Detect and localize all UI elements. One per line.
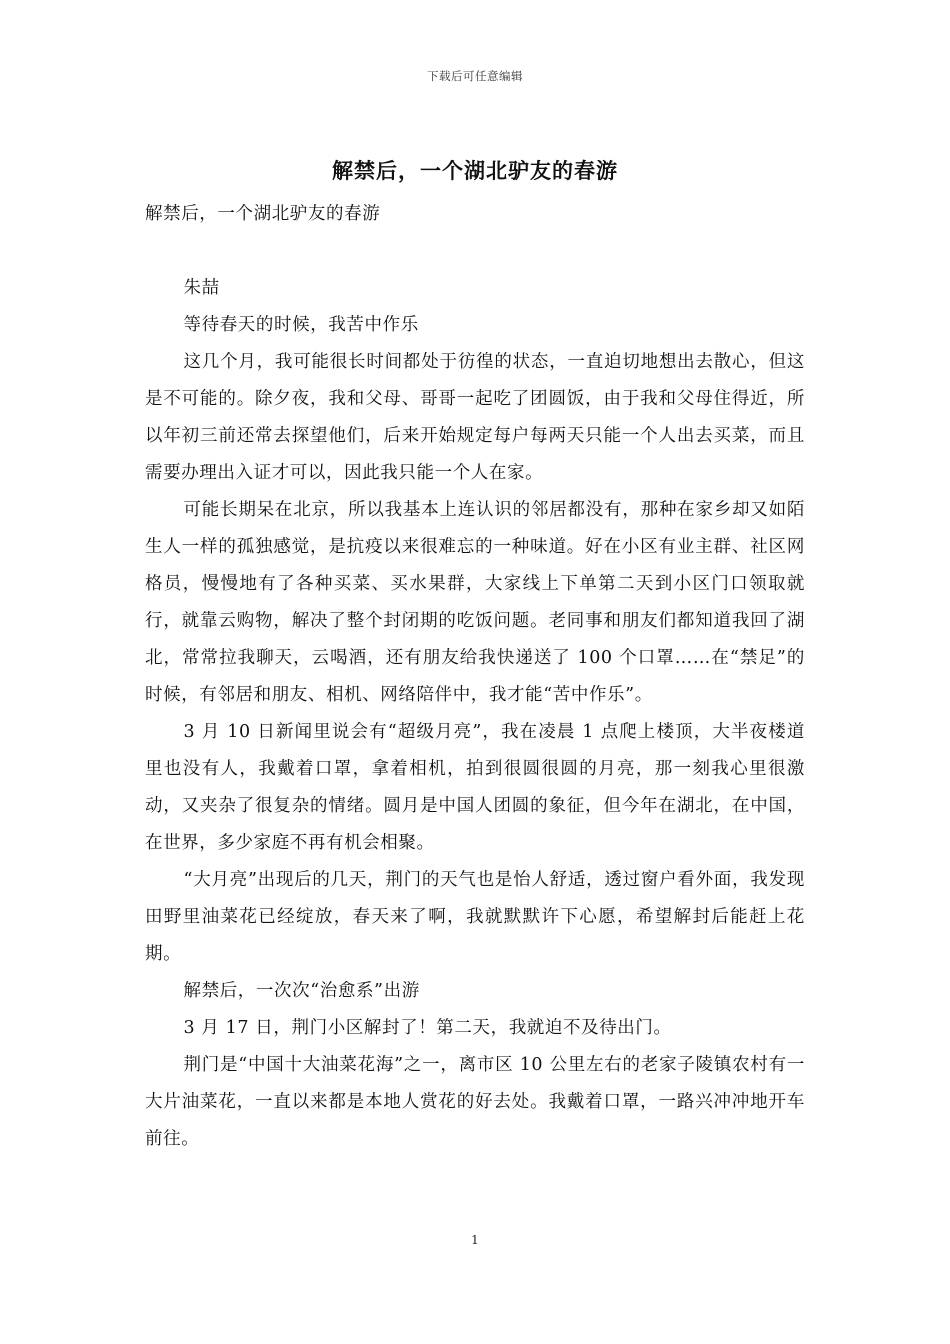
paragraph: 可能长期呆在北京，所以我基本上连认识的邻居都没有，那种在家乡却又如陌生人一样的孤独感觉，是抗疫以来很难忘的一种味道。好在小区有业主群、社区网格员，慢慢地有了各种买菜、买水果群，大家线上下单第二天到小区门口领取就行，就靠云购物，解决了整个封闭期的吃饭问题。老同事和朋友们都知道我回了湖北，常常拉我聊天，云喝酒，还有朋友给我快递送了 100 个口罩……在“禁足”的时候，有邻居和朋友、相机、网络陪伴中，我才能“苦中作乐”。	[145, 500, 805, 705]
section-heading-2: 解禁后，一次次“治愈系”出游	[183, 981, 420, 1001]
paragraph: 荆门是“中国十大油菜花海”之一，离市区 10 公里左右的老家子陵镇农村有一大片油菜花，一直以来都是本地人赏花的好去处。我戴着口罩，一路兴冲冲地开车前往。	[145, 1055, 805, 1149]
document-body	[145, 196, 805, 1158]
paragraph: “大月亮”出现后的几天，荆门的天气也是怡人舒适，透过窗户看外面，我发现田野里油菜花已经绽放，春天来了啊，我就默默许下心愿，希望解封后能赶上花期。	[145, 870, 805, 964]
page-number: 1	[471, 1233, 479, 1247]
author-name: 朱喆	[183, 278, 220, 298]
paragraph: 3 月 17 日，荆门小区解封了！第二天，我就迫不及待出门。	[183, 1018, 672, 1038]
blank-line	[145, 233, 805, 270]
paragraph: 3 月 10 日新闻里说会有“超级月亮”，我在凌晨 1 点爬上楼顶，大半夜楼道里也没有人，我戴着口罩，拿着相机，拍到很圆很圆的月亮，那一刻我心里很激动，又夹杂了很复杂的情绪。圆月是中国人团圆的象征，但今年在湖北，在中国，在世界，多少家庭不再有机会相聚。	[145, 722, 805, 853]
section-heading-1: 等待春天的时候，我苦中作乐	[183, 315, 419, 335]
document-title: 解禁后，一个湖北驴友的春游	[332, 158, 618, 183]
header-note: 下载后可任意编辑	[427, 69, 523, 83]
paragraph: 这几个月，我可能很长时间都处于彷徨的状态，一直迫切地想出去散心，但这是不可能的。除夕夜，我和父母、哥哥一起吃了团圆饭，由于我和父母住得近，所以年初三前还常去探望他们，后来开始规定每户每两天只能一个人出去买菜，而且需要办理出入证才可以，因此我只能一个人在家。	[145, 352, 805, 483]
subtitle: 解禁后，一个湖北驴友的春游	[145, 204, 381, 224]
